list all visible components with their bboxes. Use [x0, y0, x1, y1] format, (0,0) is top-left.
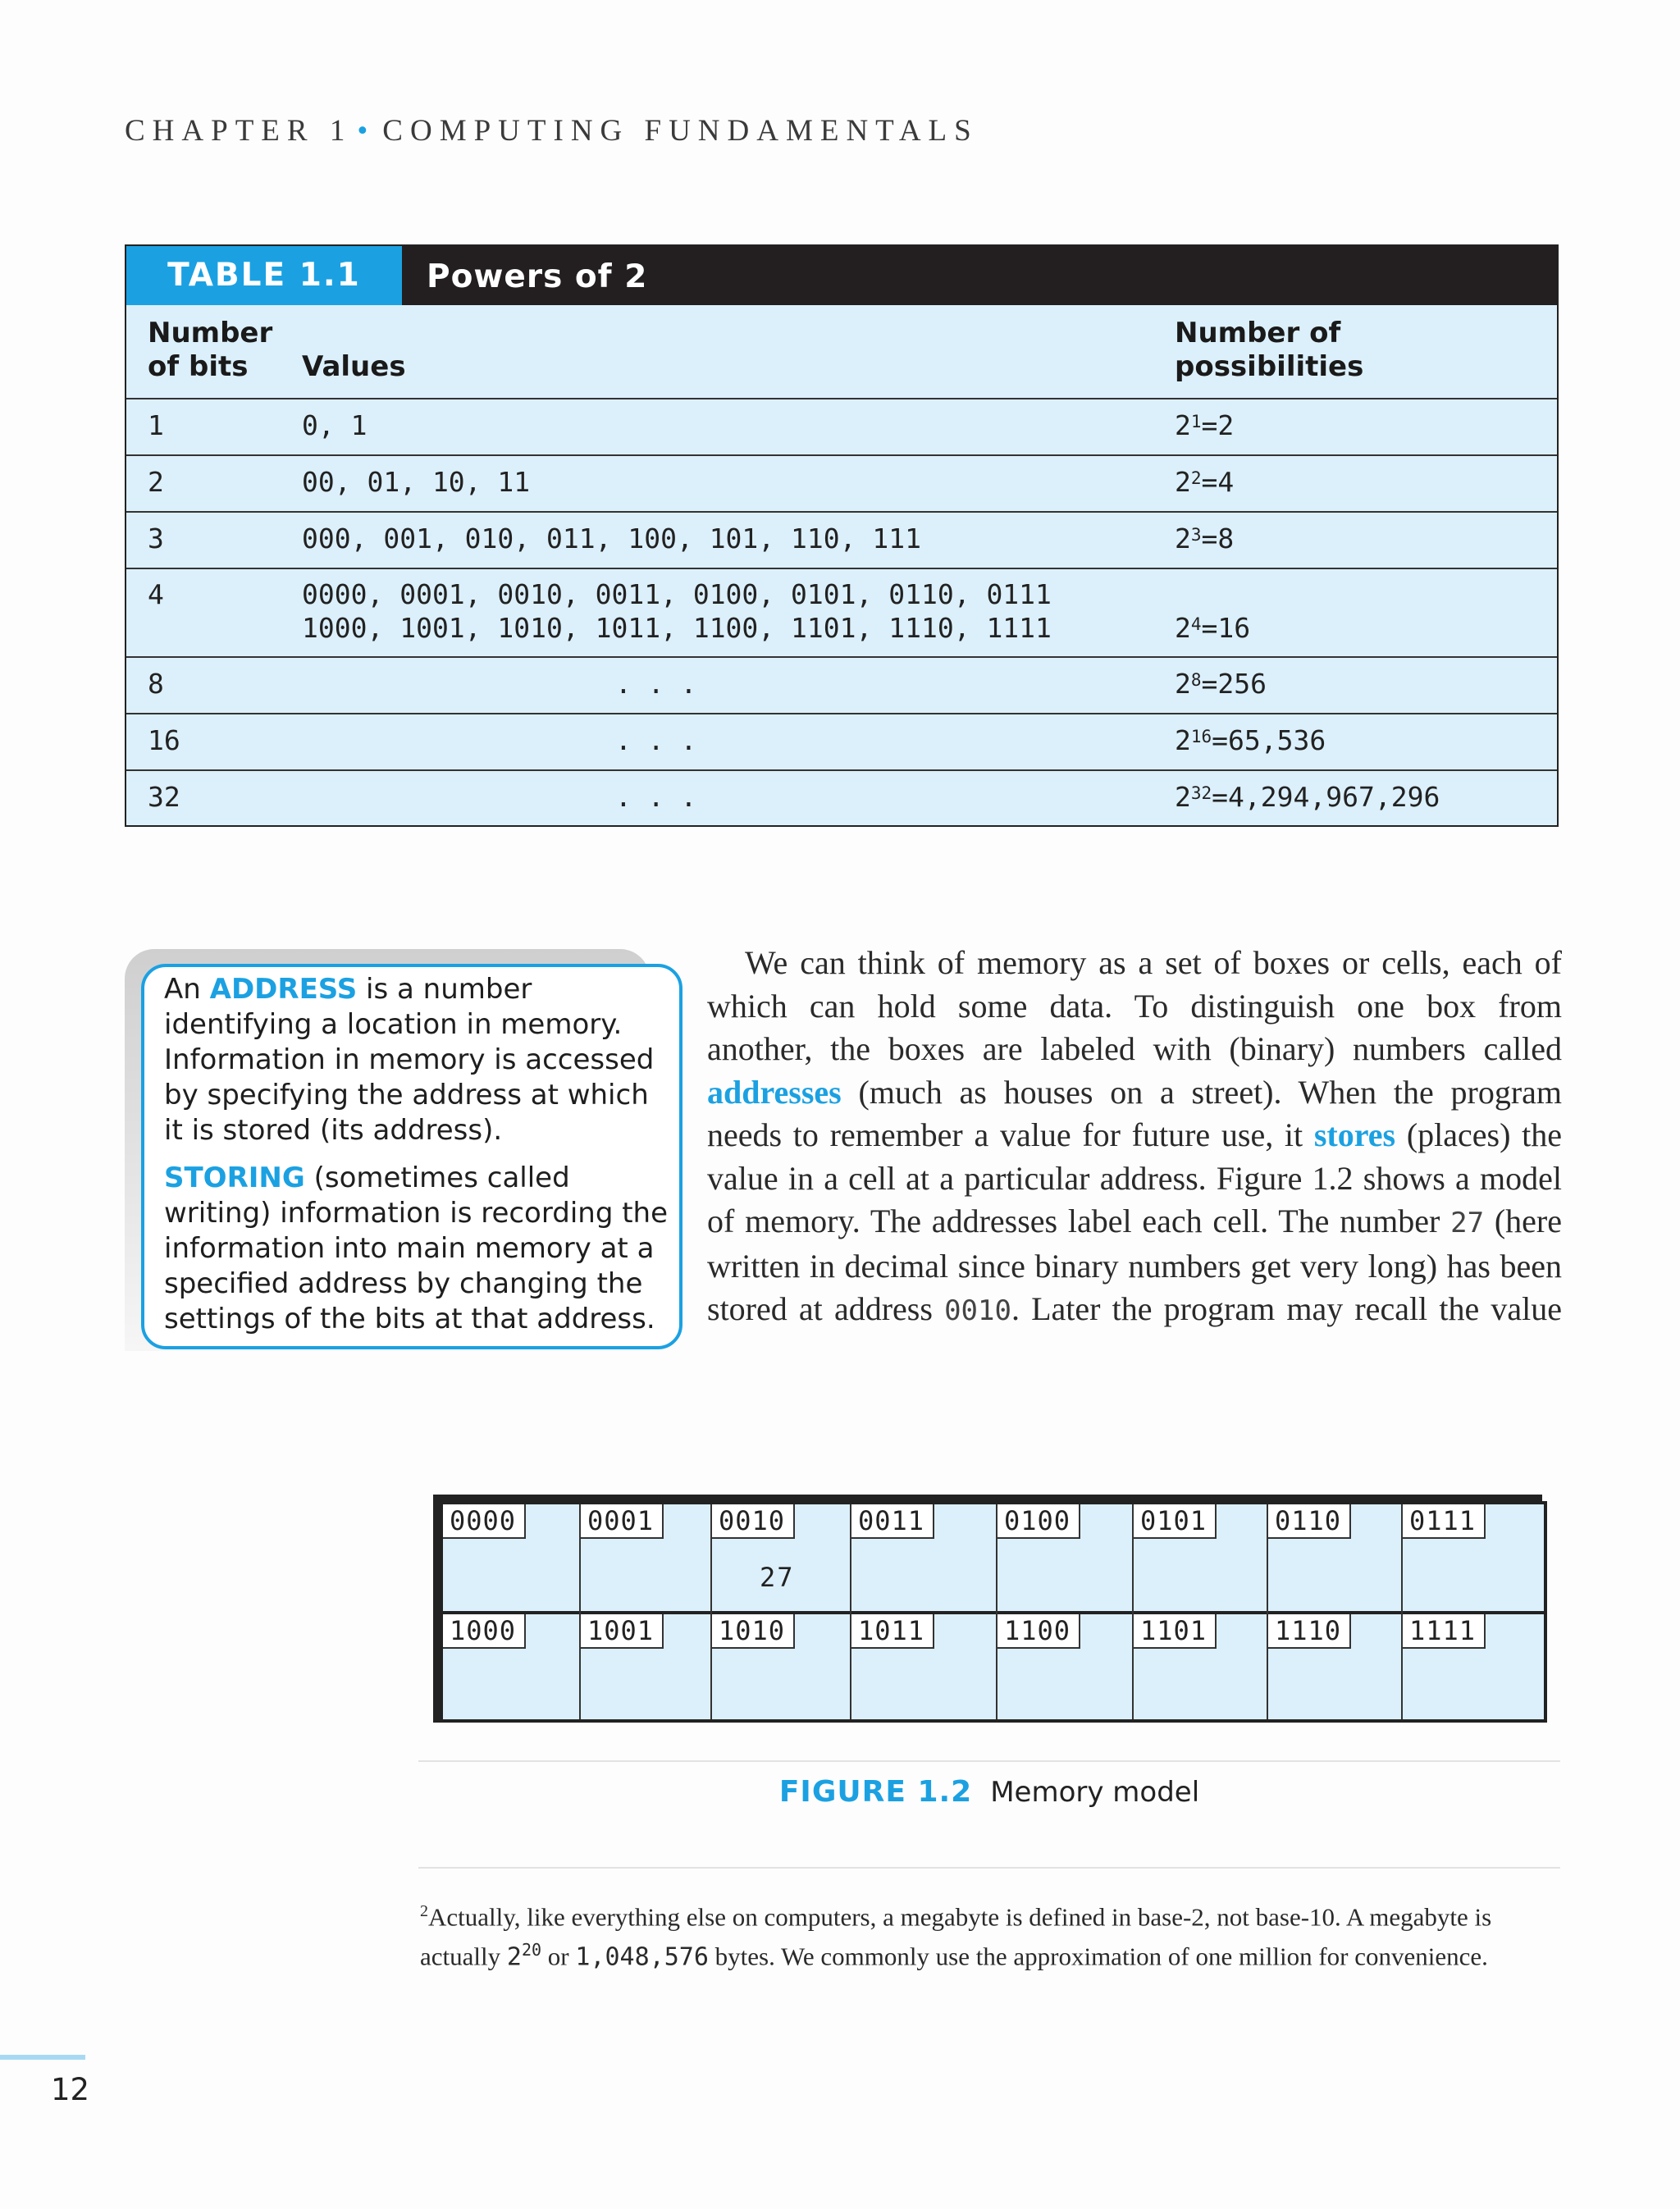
row-possibilities: $2^8=256$	[1175, 668, 1267, 700]
body-line: which can hold some data. To distinguish one box from	[707, 987, 1562, 1025]
body-line: addresses (much as houses on a street). When the program	[707, 1073, 1562, 1111]
footnote-marker: 2	[420, 1902, 428, 1920]
row-values: . . .	[615, 724, 697, 756]
memory-address-label: 1101	[1134, 1614, 1217, 1649]
powers-of-2-table	[125, 244, 1559, 827]
margin-note-storing: STORING (sometimes called writing) information is recording the information into main memory at a specified address by changing the settings of the bits at that address.	[164, 1162, 669, 1335]
row-bits: 32	[148, 781, 180, 813]
row-values: 00, 01, 10, 11	[302, 466, 531, 498]
running-head	[125, 113, 979, 148]
memory-address-label: 1011	[851, 1614, 934, 1649]
body-line: stored at address 0010. Later the program may recall the value	[707, 1290, 1562, 1327]
table-rule	[126, 568, 1557, 569]
body-paragraph	[707, 942, 1562, 1333]
memory-address-label: 0000	[443, 1504, 526, 1539]
chapter-label: CHAPTER 1	[125, 114, 353, 148]
row-bits: 1	[148, 409, 164, 441]
row-values: . . .	[615, 668, 697, 700]
figure-rule-bottom	[418, 1867, 1560, 1869]
memory-address-label: 1111	[1403, 1614, 1486, 1649]
term-storing: STORING	[164, 1162, 305, 1194]
memory-address-label: 0011	[851, 1504, 934, 1539]
row-values: . . .	[615, 781, 697, 813]
body-line: another, the boxes are labeled with (binary) numbers called	[707, 1030, 1562, 1067]
figure-caption	[418, 1775, 1560, 1809]
term-addresses: addresses	[707, 1073, 842, 1111]
row-possibilities: $2^4=16$	[1175, 612, 1251, 644]
table-rule	[126, 398, 1557, 399]
page-number: 12	[51, 2072, 90, 2107]
row-bits: 2	[148, 466, 164, 498]
chapter-title: COMPUTING FUNDAMENTALS	[382, 114, 979, 148]
footnote: $^2$Actually, like everything else on computers, a megabyte is defined in base-2, not base-10. A megabyte is actually $2^{20}$ or 1,048,576 bytes. We commonly use the approximation of one million for convenience.	[420, 1902, 1492, 1972]
row-possibilities: $2^{32}=4,294,967,296$	[1175, 781, 1440, 813]
table-rule	[126, 769, 1557, 771]
body-line: needs to remember a value for future use, it stores (places) the	[707, 1116, 1562, 1153]
table-title: Powers of 2	[427, 258, 648, 295]
page-number-bar	[0, 2055, 85, 2060]
header-values: Values	[302, 350, 406, 383]
header-possibilities: Number of possibilities	[1175, 317, 1364, 383]
row-possibilities: $2^1=2$	[1175, 409, 1235, 441]
figure-number: FIGURE 1.2	[778, 1775, 973, 1809]
memory-address-label: 1001	[581, 1614, 664, 1649]
term-address: ADDRESS	[209, 973, 358, 1006]
table-rule	[126, 454, 1557, 456]
memory-model	[440, 1501, 1547, 1723]
memory-address-label: 0111	[1403, 1504, 1486, 1539]
memory-address-label: 1000	[443, 1614, 526, 1649]
row-values: 000, 001, 010, 011, 100, 101, 110, 111	[302, 523, 921, 555]
memory-address-label: 0110	[1268, 1504, 1351, 1539]
body-line: We can think of memory as a set of boxes or cells, each of	[745, 944, 1562, 981]
term-stores: stores	[1313, 1116, 1396, 1153]
memory-address-label: 1100	[998, 1614, 1080, 1649]
row-possibilities: $2^{16}=65,536$	[1175, 724, 1326, 756]
margin-note-address: An ADDRESS is a number identifying a location in memory. Information in memory is accessed by specifying the address at which it is stored (its address).	[164, 973, 655, 1147]
memory-address-label: 1110	[1268, 1614, 1351, 1649]
table-rule	[126, 511, 1557, 513]
row-possibilities: $2^3=8$	[1175, 523, 1235, 555]
row-bits: 3	[148, 523, 164, 555]
row-values: 0000, 0001, 0010, 0011, 0100, 0101, 0110, 0111 1000, 1001, 1010, 1011, 1100, 1101, 1110, 1111	[302, 578, 1052, 644]
row-bits: 4	[148, 578, 164, 610]
row-values: 0, 1	[302, 409, 368, 441]
memory-address-label: 0101	[1134, 1504, 1217, 1539]
memory-address-label: 0001	[581, 1504, 664, 1539]
body-line: written in decimal since binary numbers get very long) has been	[707, 1247, 1562, 1285]
row-bits: 8	[148, 668, 164, 700]
memory-cell-value: 27	[760, 1562, 795, 1593]
memory-address-label: 1010	[712, 1614, 795, 1649]
body-line: of memory. The addresses label each cell. The number 27 (here	[707, 1203, 1562, 1239]
memory-address-label: 0100	[998, 1504, 1080, 1539]
header-bits: Number of bits	[148, 317, 273, 383]
table-rule	[126, 713, 1557, 714]
memory-address-label: 0010	[712, 1504, 795, 1539]
figure-rule-top	[418, 1760, 1560, 1762]
table-number: TABLE 1.1	[126, 246, 402, 305]
separator-dot: •	[357, 114, 368, 148]
row-possibilities: $2^2=4$	[1175, 466, 1235, 498]
figure-caption-text: Memory model	[990, 1776, 1200, 1809]
body-line: value in a cell at a particular address. Figure 1.2 shows a model	[707, 1159, 1562, 1197]
table-rule	[126, 656, 1557, 658]
row-bits: 16	[148, 724, 180, 756]
